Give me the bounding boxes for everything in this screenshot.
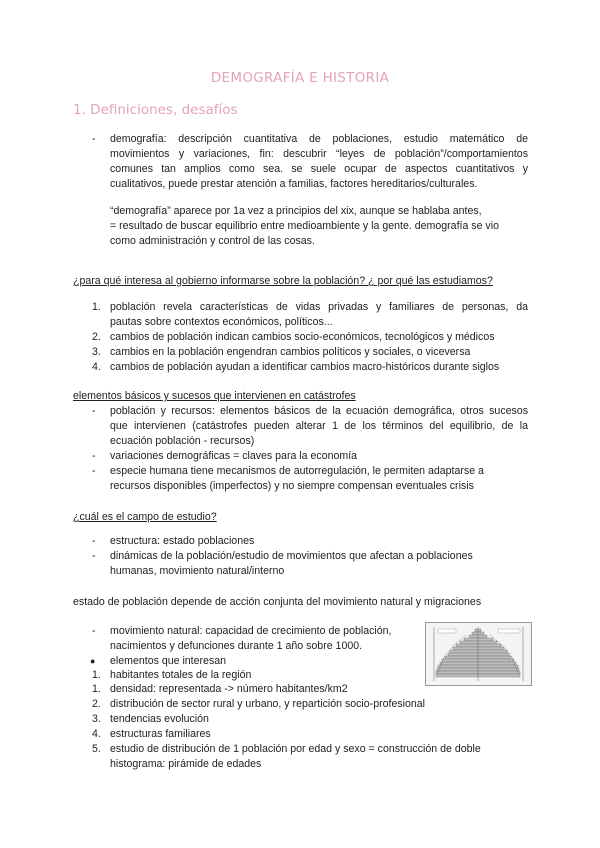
text-line: pautas sobre contextos económicos, políticos... [110,316,333,328]
list-number: 5. [92,743,101,755]
list-item: cambios de población ayudan a identificar cambios macro-históricos durante siglos [110,361,500,373]
list-item [110,300,528,330]
list-item: habitantes totales de la región [110,669,252,681]
text-line: cualitativos, puede prestar atención a familias, factores hereditarios/culturales. [110,178,478,190]
document-title: DEMOGRAFÍA E HISTORIA [210,70,390,86]
text-line: demografía: descripción cuantitativa de poblaciones, estudio matemático de [110,133,528,145]
dash-marker: - [92,550,96,562]
list-item: elementos que interesan [110,655,227,667]
list-number: 4. [92,728,101,740]
list-number: 3. [92,346,101,358]
text-line: humanas, movimiento natural/interno [110,565,285,577]
list-item [110,549,528,579]
text-line: ecuación población - recursos) [110,435,255,447]
bullet-dot: ● [90,656,96,666]
text-line: movimientos y variaciones, fin: descubrir “leyes de población”/comportamientos [110,148,528,160]
text-line: estudio de distribución de 1 población por edad y sexo = construcción de doble [110,743,481,755]
population-pyramid-graphic [426,623,531,685]
text-line: población revela características de vidas privadas y familiares de personas, da [110,301,528,313]
list-item: distribución de sector rural y urbano, y repartición socio-profesional [110,698,426,710]
dash-marker: - [92,450,96,462]
list-item: estructura: estado poblaciones [110,535,255,547]
list-number: 2. [92,331,101,343]
list-number: 1. [92,301,101,313]
list-item [110,742,530,772]
list-item: estructuras familiares [110,728,211,740]
quote-paragraph [110,204,530,249]
text-line: población y recursos: elementos básicos de la ecuación demográfica, otros sucesos [110,405,528,417]
list-item: cambios de población indican cambios socio-económicos, tecnológicos y médicos [110,331,495,343]
text-line: recursos disponibles (imperfectos) y no siempre compensan eventuales crisis [110,480,474,492]
text-line: comunes tan amplios como sea. se suele ocupar de aspectos cuantitativos y [110,163,528,175]
list-number: 4. [92,361,101,373]
section-heading: 1. Definiciones, desafíos [73,102,238,118]
list-item [110,464,528,494]
list-item [110,624,420,654]
paragraph: estado de población depende de acción conjunta del movimiento natural y migraciones [73,596,482,608]
population-pyramid-image [425,622,532,686]
text-line: histograma: pirámide de edades [110,758,262,770]
text-line: = resultado de buscar equilibrio entre medioambiente y la gente. demografía se vio [110,220,499,232]
list-item: densidad: representada -> número habitantes/km2 [110,683,348,695]
question-heading: ¿cuál es el campo de estudio? [73,511,217,523]
dash-marker: - [92,625,96,637]
text-line: especie humana tiene mecanismos de autorregulación, le permiten adaptarse a [110,465,484,477]
list-number: 1. [92,683,101,695]
question-heading: ¿para qué interesa al gobierno informarse sobre la población? ¿ por qué las estudiamos? [73,275,493,287]
dash-marker: - [92,405,96,417]
dash-marker: - [92,465,96,477]
text-line: nacimientos y defunciones durante 1 año sobre 1000. [110,640,363,652]
section-subheading: elementos básicos y sucesos que intervienen en catástrofes [73,390,356,402]
list-item: tendencias evolución [110,713,209,725]
text-line: que intervienen (catástrofes pueden alterar 1 de los términos del equilibrio, de la [110,420,528,432]
list-item [110,404,528,449]
list-number: 1. [92,669,101,681]
list-item: variaciones demográficas = claves para la economía [110,450,358,462]
list-number: 3. [92,713,101,725]
text-line: como administración y control de las cosas. [110,235,315,247]
text-line: movimiento natural: capacidad de crecimiento de población, [110,625,392,637]
dash-marker: - [92,133,96,145]
list-item: cambios en la población engendran cambios políticos y sociales, o viceversa [110,346,471,358]
list-number: 2. [92,698,101,710]
text-line: dinámicas de la población/estudio de movimientos que afectan a poblaciones [110,550,473,562]
text-line: “demografía” aparece por 1a vez a principios del xix, aunque se hablaba antes, [110,205,482,217]
definition-paragraph [110,132,528,192]
dash-marker: - [92,535,96,547]
